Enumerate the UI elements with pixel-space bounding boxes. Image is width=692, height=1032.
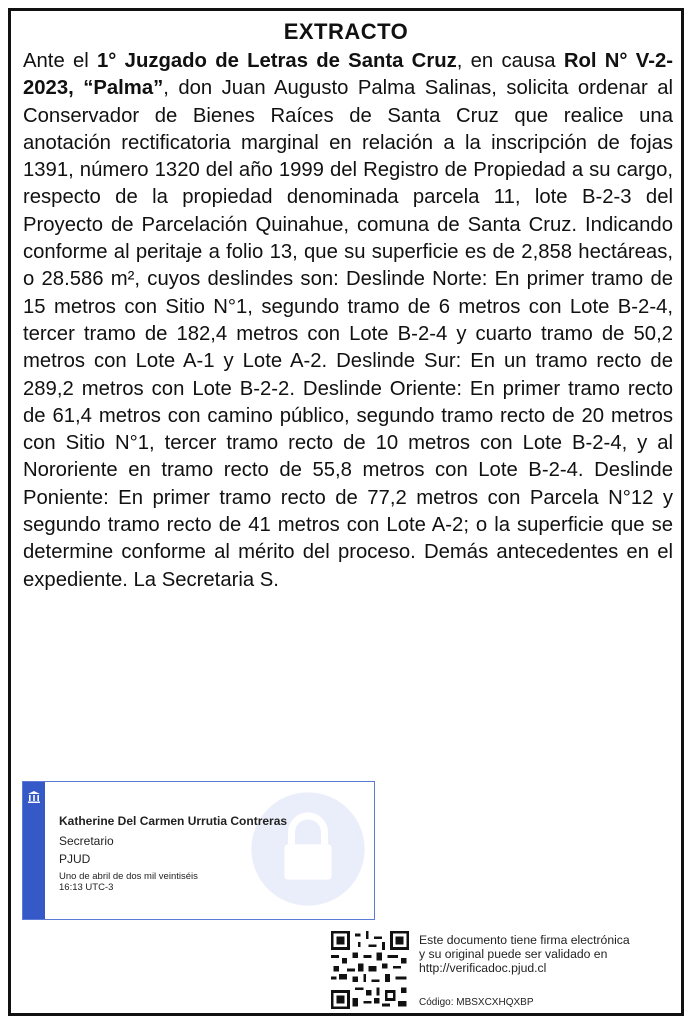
signature-date: Uno de abril de dos mil veintiséis: [59, 871, 198, 882]
verification-notice: [419, 933, 679, 975]
body-segment: , en causa: [456, 50, 564, 72]
body-segment: , don Juan Augusto Palma Salinas, solicita ordenar al Conservador de Bienes Raíces de Santa Cruz que realice una anotación rectificatoria marginal en relación a la inscripción de fojas 1391, número 1320 del año 1999 del Registro de Propiedad a su cargo, respecto de la propiedad denominada parcela 11, lote B-2-3 del Proyecto de Parcelación Quinahue, comuna de Santa Cruz. Indicando conforme al peritaje a folio 13, que su superficie es de 2,858 hectáreas, o 28.586 m², cuyos deslindes son: Deslinde Norte: En primer tramo de 15 metros con Sitio N°1, segundo tramo de 6 metros con Lote B-2-4, tercer tramo de 182,4 metros con Lote B-2-4 y cuarto tramo de 50,2 metros con Lote A-1 y Lote A-2. Deslinde Sur: En un tramo recto de 289,2 metros con Lote B-2-2. Deslinde Oriente: En primer tramo recto de 61,4 metros con camino público, segundo tramo recto de 20 metros con Sitio N°1, tercer tramo recto de 10 metros con Lote B-2-4, y al Nororiente en tramo recto de 55,8 metros con Lote B-2-4. Deslinde Poniente: En primer tramo recto de 77,2 metros con Parcela N°12 y segundo tramo recto de 41 metros con Lote A-2; o la superficie que se determine conforme al mérito del proceso. Demás antecedentes en el expediente. La Secretaria S.: [23, 77, 673, 591]
signature-time: 16:13 UTC-3: [59, 882, 114, 893]
electronic-signature-box: [22, 781, 375, 920]
court-name: 1° Juzgado de Letras de Santa Cruz: [97, 50, 457, 72]
lock-icon: [249, 790, 367, 908]
case-number: Rol N° V-2-2023, “Palma”: [23, 50, 673, 100]
verification-code: Código: MBSXCXHQXBP: [419, 997, 534, 1008]
signature-accent-strip: [23, 782, 45, 919]
courthouse-icon: [27, 790, 41, 804]
signer-organization: PJUD: [59, 852, 91, 866]
document-page: [8, 8, 684, 1016]
document-title: EXTRACTO: [283, 19, 409, 44]
body-segment: Ante el: [23, 50, 98, 72]
verification-line-2: y su original puede ser validado en: [419, 947, 608, 961]
signer-name: Katherine Del Carmen Urrutia Contreras: [59, 814, 288, 828]
document-body: [23, 48, 673, 594]
signer-role: Secretario: [59, 834, 114, 848]
verification-line-1: Este documento tiene firma electrónica: [419, 933, 630, 947]
qr-code-icon[interactable]: [331, 931, 409, 1009]
verification-url[interactable]: http://verificadoc.pjud.cl: [419, 961, 547, 975]
